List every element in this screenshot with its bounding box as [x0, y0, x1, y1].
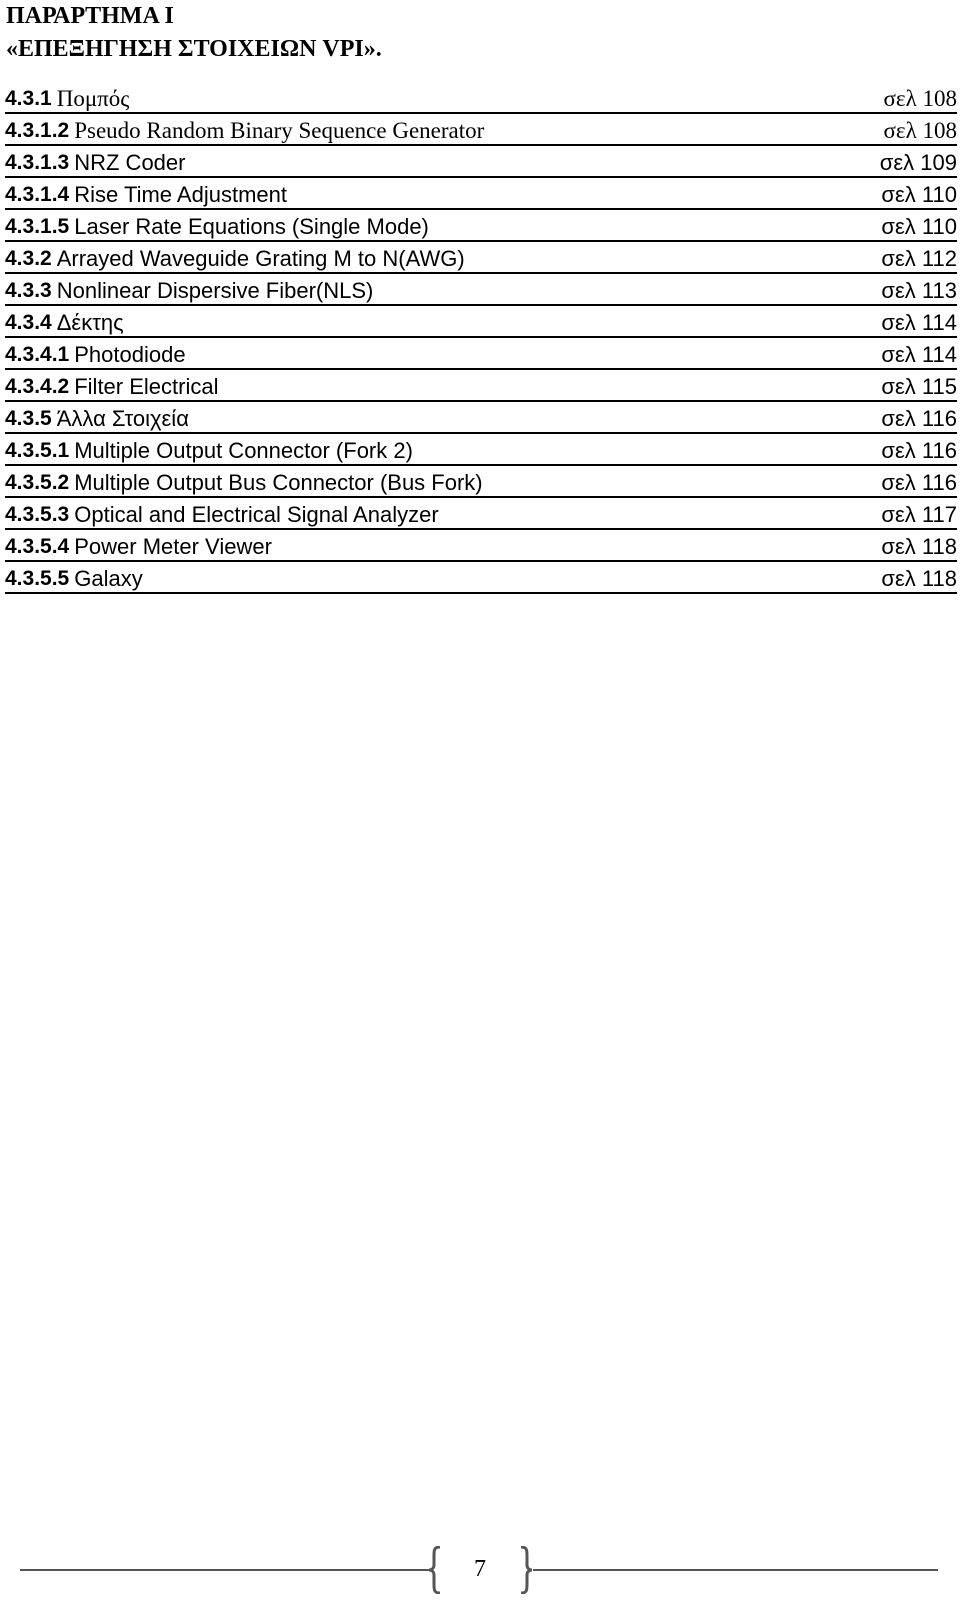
toc-entry-heading [5, 150, 185, 176]
toc-entry-title: Rise Time Adjustment [74, 182, 287, 207]
toc-entry-heading [5, 406, 189, 432]
toc-entry-page: σελ 116 [881, 470, 957, 495]
toc-entry-number: 4.3.4 [5, 311, 52, 334]
toc-entry [5, 308, 957, 338]
page-number: 7 [474, 1556, 486, 1582]
toc-entry [5, 212, 957, 242]
toc-entry-page: σελ 118 [881, 534, 957, 559]
appendix-subtitle: «ΕΠΕΞΗΓΗΣΗ ΣΤΟΙΧΕΙΩΝ VPI». [6, 36, 382, 62]
toc-entry-number: 4.3.4.1 [5, 343, 70, 366]
toc-entry-heading [5, 342, 186, 368]
toc-entry-page: σελ 108 [883, 118, 957, 143]
toc-entry-title: NRZ Coder [74, 150, 186, 175]
toc-entry-number: 4.3.1.2 [5, 119, 70, 142]
toc-entry-title: Nonlinear Dispersive Fiber(NLS) [56, 278, 374, 303]
toc-entry-page: σελ 116 [881, 406, 957, 431]
toc-entry [5, 84, 957, 114]
toc-entry-page: σελ 110 [881, 182, 957, 207]
toc-entry [5, 372, 957, 402]
toc-entry [5, 564, 957, 594]
toc-entry [5, 404, 957, 434]
toc-entry-title: Arrayed Waveguide Grating M to N(AWG) [56, 246, 465, 271]
toc-entry-heading [5, 214, 429, 240]
toc-entry-title: Filter Electrical [74, 374, 219, 399]
toc-entry-title: Δέκτης [56, 310, 124, 335]
toc-entry-heading [5, 374, 218, 400]
toc-entry [5, 340, 957, 370]
toc-entry-number: 4.3.1.3 [5, 151, 70, 174]
toc-entry-number: 4.3.2 [5, 247, 52, 270]
toc-entry [5, 244, 957, 274]
toc-entry-title: Photodiode [74, 342, 186, 367]
toc-entry-page: σελ 113 [881, 278, 957, 303]
toc-entry-page: σελ 108 [883, 86, 957, 111]
toc-entry-number: 4.3.5 [5, 407, 52, 430]
footer-rule-left [20, 1569, 430, 1571]
toc-entry [5, 532, 957, 562]
toc-entry-title: Pseudo Random Binary Sequence Generator [74, 118, 485, 143]
toc-entry-number: 4.3.3 [5, 279, 52, 302]
toc-entry-number: 4.3.5.5 [5, 567, 70, 590]
toc-entry [5, 116, 957, 146]
toc-entry-heading [5, 310, 124, 336]
toc-entry-heading [5, 278, 373, 304]
toc-entry-title: Power Meter Viewer [74, 534, 272, 559]
toc-entry-heading [5, 502, 439, 528]
toc-entry-title: Optical and Electrical Signal Analyzer [74, 502, 439, 527]
toc-entry-title: Laser Rate Equations (Single Mode) [74, 214, 429, 239]
toc-entry-heading [5, 534, 272, 560]
toc-entry-title: Galaxy [74, 566, 143, 591]
toc-entry-page: σελ 114 [881, 310, 957, 335]
page-footer [0, 1546, 960, 1594]
table-of-contents [5, 84, 957, 596]
toc-entry-heading [5, 118, 484, 144]
toc-entry [5, 148, 957, 178]
appendix-title: ΠΑΡΑΡΤΗΜΑ Ι [6, 3, 174, 29]
toc-entry-page: σελ 116 [881, 438, 957, 463]
toc-entry-page: σελ 109 [879, 150, 957, 175]
toc-entry-number: 4.3.5.3 [5, 503, 70, 526]
toc-entry-page: σελ 114 [881, 342, 957, 367]
toc-entry [5, 436, 957, 466]
toc-entry-heading [5, 438, 413, 464]
toc-entry-title: Άλλα Στοιχεία [56, 406, 189, 431]
toc-entry-page: σελ 110 [881, 214, 957, 239]
toc-entry-page: σελ 115 [881, 374, 957, 399]
toc-entry [5, 276, 957, 306]
toc-entry-number: 4.3.1 [5, 87, 52, 110]
toc-entry-number: 4.3.5.1 [5, 439, 70, 462]
toc-entry-page: σελ 112 [881, 246, 957, 271]
toc-entry-page: σελ 118 [881, 566, 957, 591]
toc-entry [5, 500, 957, 530]
toc-entry-heading [5, 470, 483, 496]
toc-entry-title: Πομπός [56, 86, 130, 111]
toc-entry-number: 4.3.4.2 [5, 375, 70, 398]
toc-entry-page: σελ 117 [881, 502, 957, 527]
toc-entry-heading [5, 86, 129, 112]
toc-entry-number: 4.3.5.4 [5, 535, 70, 558]
toc-entry-number: 4.3.5.2 [5, 471, 70, 494]
toc-entry-title: Multiple Output Connector (Fork 2) [74, 438, 413, 463]
toc-entry [5, 468, 957, 498]
toc-entry-title: Multiple Output Bus Connector (Bus Fork) [74, 470, 483, 495]
toc-entry-number: 4.3.1.5 [5, 215, 70, 238]
right-brace-icon [519, 1546, 533, 1594]
toc-entry-heading [5, 566, 143, 592]
toc-entry-heading [5, 246, 465, 272]
appendix-heading [6, 0, 382, 66]
toc-entry [5, 180, 957, 210]
toc-entry-number: 4.3.1.4 [5, 183, 70, 206]
footer-rule-right [533, 1569, 938, 1571]
toc-entry-heading [5, 182, 287, 208]
